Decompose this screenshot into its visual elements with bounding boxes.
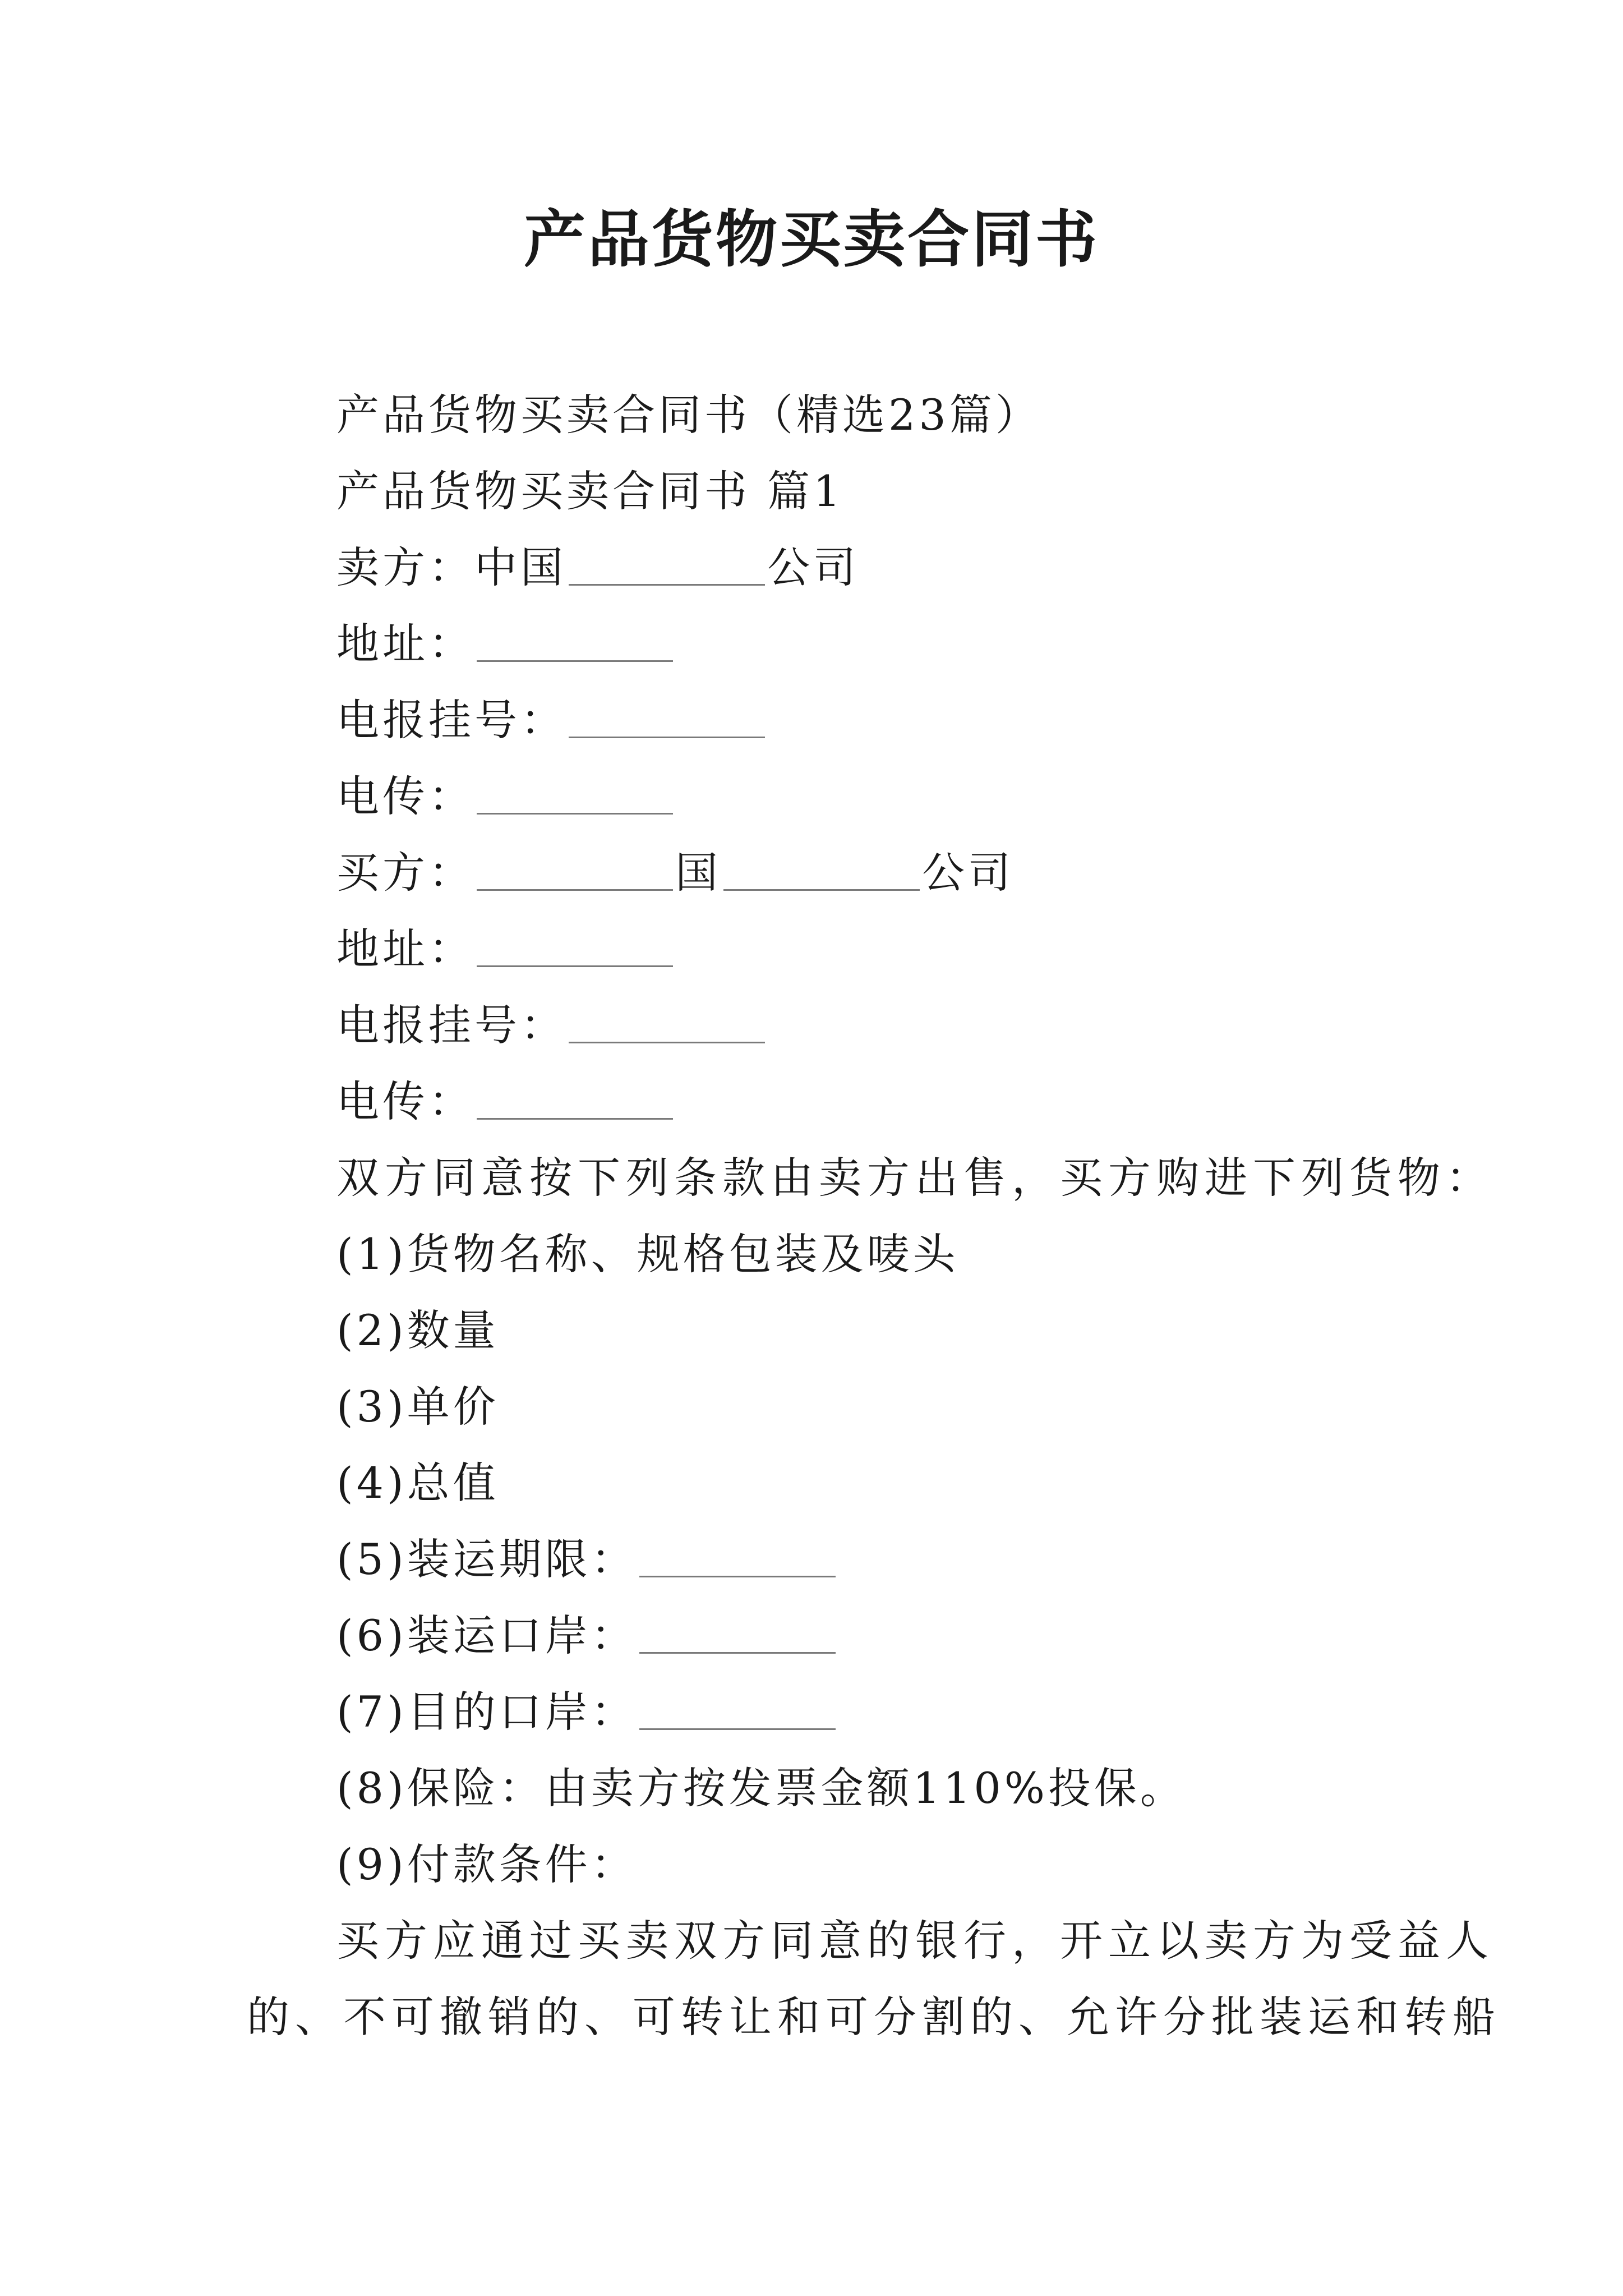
seller-name-blank bbox=[569, 541, 765, 586]
buyer-fax-line bbox=[336, 1071, 675, 1133]
seller-address-blank bbox=[477, 618, 673, 662]
buyer-fax-label: 电传： bbox=[336, 1076, 474, 1126]
buyer-name-blank bbox=[723, 846, 920, 891]
buyer-suffix: 公司 bbox=[922, 848, 1014, 898]
clause-destination-port bbox=[336, 1681, 838, 1743]
agreement-statement: 双方同意按下列条款由卖方出售，买方购进下列货物： bbox=[336, 1153, 1494, 1203]
buyer-cable-line bbox=[336, 995, 767, 1056]
buyer-mid: 国 bbox=[675, 848, 721, 898]
payment-paragraph-line: 买方应通过买卖双方同意的银行，开立以卖方为受益人 bbox=[336, 1916, 1494, 1966]
buyer-address-label: 地址： bbox=[336, 924, 474, 974]
clause-item: (4)总值 bbox=[336, 1458, 499, 1508]
seller-fax-label: 电传： bbox=[336, 771, 474, 821]
clause-shipment-period bbox=[336, 1529, 838, 1590]
section-heading: 产品货物买卖合同书 篇1 bbox=[336, 466, 844, 516]
buyer-address-line bbox=[336, 918, 675, 980]
document-title: 产品货物买卖合同书 bbox=[524, 203, 1099, 275]
buyer-country-blank bbox=[477, 846, 673, 891]
seller-cable-blank bbox=[569, 694, 765, 738]
buyer-line bbox=[336, 842, 1014, 904]
seller-fax-blank bbox=[477, 770, 673, 815]
clause-item: (3)单价 bbox=[336, 1382, 499, 1432]
clause-blank bbox=[639, 1686, 836, 1730]
payment-paragraph-line: 的、不可撤销的、可转让和可分割的、允许分批装运和转船 bbox=[247, 1992, 1501, 2042]
clause-label: (6)装运口岸： bbox=[336, 1611, 637, 1660]
seller-cable-line bbox=[336, 689, 767, 751]
seller-fax-line bbox=[336, 766, 675, 827]
clause-blank bbox=[639, 1609, 836, 1654]
seller-address-label: 地址： bbox=[336, 619, 474, 669]
seller-label: 卖方：中国 bbox=[336, 542, 566, 592]
clause-item: (9)付款条件： bbox=[336, 1839, 637, 1889]
buyer-address-blank bbox=[477, 923, 673, 967]
clause-label: (5)装运期限： bbox=[336, 1534, 637, 1584]
buyer-cable-blank bbox=[569, 999, 765, 1043]
buyer-fax-blank bbox=[477, 1075, 673, 1120]
seller-suffix: 公司 bbox=[767, 542, 859, 592]
seller-line bbox=[336, 537, 859, 599]
clause-item: (8)保险：由卖方按发票金额110%投保。 bbox=[336, 1763, 1186, 1813]
clause-label: (7)目的口岸： bbox=[336, 1687, 637, 1737]
clause-item: (2)数量 bbox=[336, 1305, 499, 1355]
buyer-label: 买方： bbox=[336, 848, 474, 898]
document-subtitle: 产品货物买卖合同书（精选23篇） bbox=[336, 390, 1041, 440]
clause-blank bbox=[639, 1533, 836, 1577]
seller-address-line bbox=[336, 613, 675, 675]
buyer-cable-label: 电报挂号： bbox=[336, 1000, 566, 1050]
clause-loading-port bbox=[336, 1605, 838, 1667]
seller-cable-label: 电报挂号： bbox=[336, 695, 566, 745]
clause-item: (1)货物名称、规格包装及唛头 bbox=[336, 1229, 959, 1279]
